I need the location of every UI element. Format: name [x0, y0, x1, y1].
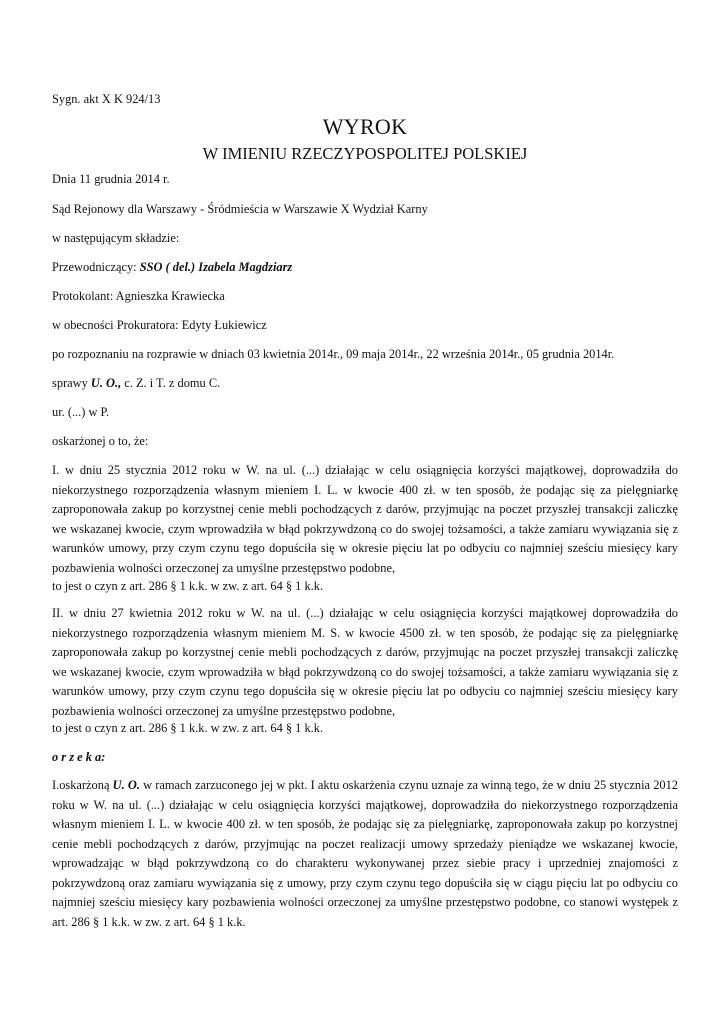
court-name: Sąd Rejonowy dla Warszawy - Śródmieścia w Warszawie X Wydział Karny [52, 202, 428, 216]
case-suffix: c. Z. i T. z domu C. [121, 376, 221, 390]
ruling-prefix: I.oskarżoną [52, 778, 113, 792]
hearing-line: po rozpoznaniu na rozprawie w dniach 03 kwietnia 2014r., 09 maja 2014r., 22 września 2014r., 05 grudnia 2014r. [52, 347, 615, 361]
date-line: Dnia 11 grudnia 2014 r. [52, 172, 170, 186]
accused-line: oskarżonej o to, że: [52, 434, 149, 448]
ruling-paragraph [52, 776, 678, 932]
chair-name: SSO ( del.) Izabela Magdziarz [139, 260, 293, 274]
charge-2-law: to jest o czyn z art. 286 § 1 k.k. w zw. z art. 64 § 1 k.k. [52, 721, 324, 735]
case-signature: Sygn. akt X K 924/13 [52, 92, 161, 106]
ruling-name: U. O. [112, 778, 140, 792]
document-subtitle: W IMIENIU RZECZYPOSPOLITEJ POLSKIEJ [202, 144, 528, 163]
ruling-heading: o r z e k a: [52, 750, 106, 764]
prosecutor-line: w obecności Prokuratora: Edyty Łukiewicz [52, 318, 267, 332]
document-title: WYROK [322, 114, 408, 139]
case-prefix: sprawy [52, 376, 91, 390]
case-line [52, 374, 220, 392]
chair-label: Przewodniczący: [52, 260, 140, 274]
charge-2: II. w dniu 27 kwietnia 2012 roku w W. na ul. (...) działając w celu osiągnięcia korzyści majątkowej doprowadziła do niekorzystnego rozporządzenia własnym mieniem M. S. w kwocie 4500 zł. w ten sposób, że podając się za pielęgniarkę zaproponowała zakup po korzystnej cenie mebli pochodzących z darów, przyjmując na poczet przyszłej transakcji zaliczkę we wskazanej kwocie, czym wprowadziła w błąd pokrzywdzoną co do swojej tożsamości, a także zamiaru wywiązania się z warunków umowy, przy czym czynu tego dopuściła się w okresie pięciu lat po odbyciu co najmniej sześciu miesięcy kary pozbawienia wolności orzeczonej za umyślne przestępstwo podobne, [52, 606, 678, 718]
case-name: U. O., [90, 376, 122, 390]
composition-line: w następującym składzie: [52, 231, 180, 245]
ruling-text: w ramach zarzuconego jej w pkt. I aktu oskarżenia czynu uznaje za winną tego, że w dniu 25 stycznia 2012 roku w W. na ul. (...) działając w celu osiągnięcia korzyści majątkowej, doprowadziła do niekorzystnego rozporządzenia własnym mieniem I. L. w kwocie 400 zł. w ten sposób, że podając się za pielęgniarkę, zaproponowała zakup po korzystnej cenie mebli pochodzących z darów, przyjmując na poczet realizacji umowy sprzedaży pieniądze we wskazanej kwocie, wprowadzając w błąd pokrzywdzoną co do charakteru wykonywanej przez siebie pracy i uprzedniej znajomości z pokrzywdzoną oraz zamiaru wywiązania się z umowy, przy czym czynu tego dopuściła się w ciągu pięciu lat po odbyciu co najmniej sześciu miesięcy kary pozbawienia wolności orzeczonej za umyślne przestępstwo podobne, co stanowi występek z art. 286 § 1 k.k. w zw. z art. 64 § 1 k.k. [52, 778, 678, 929]
charge-1-law: to jest o czyn z art. 286 § 1 k.k. w zw. z art. 64 § 1 k.k. [52, 579, 324, 593]
charge-1: I. w dniu 25 stycznia 2012 roku w W. na ul. (...) działając w celu osiągnięcia korzyści majątkowej, doprowadziła do niekorzystnego rozporządzenia własnym mieniem I. L. w kwocie 400 zł. w ten sposób, że podając się za pielęgniarkę zaproponowała zakup po korzystnej cenie mebli pochodzących z darów, przyjmując na poczet przyszłej transakcji zaliczkę we wskazanej kwocie, czym wprowadziła w błąd pokrzywdzoną co do swojej tożsamości, a także zamiaru wywiązania się z warunków umowy, przy czym czynu tego dopuściła się w okresie pięciu lat po odbyciu co najmniej sześciu miesięcy kary pozbawienia wolności orzeczonej za umyślne przestępstwo podobne, [52, 463, 678, 575]
clerk-line: Protokolant: Agnieszka Krawiecka [52, 289, 225, 303]
birth-line: ur. (...) w P. [52, 405, 110, 419]
chair-line [52, 258, 292, 276]
